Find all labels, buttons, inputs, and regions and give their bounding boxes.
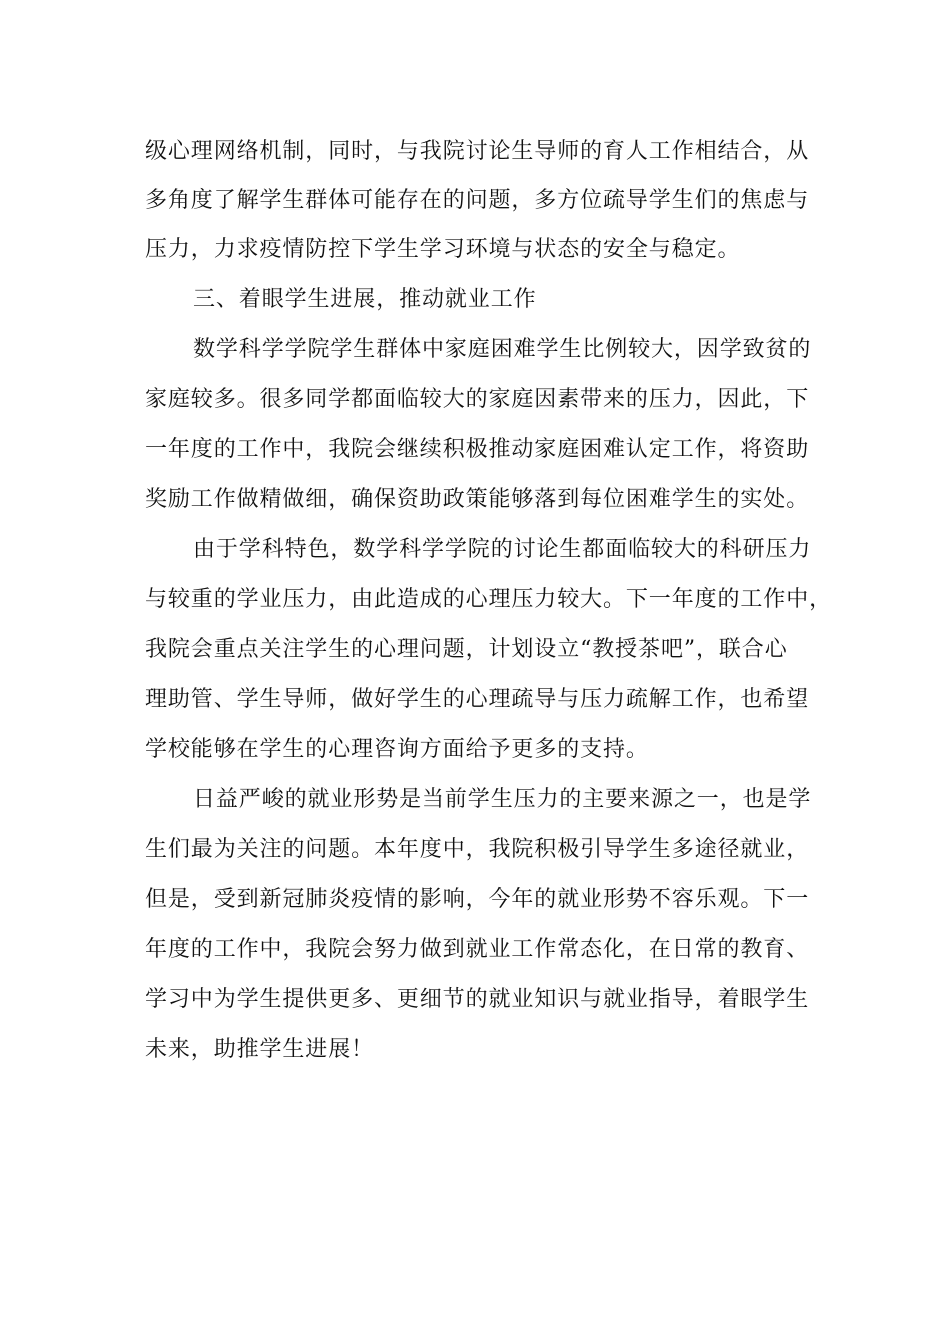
text-line: 与较重的学业压力，由此造成的心理压力较大。下一年度的工作中，: [145, 587, 833, 612]
text-line: 级心理网络机制，同时，与我院讨论生导师的育人工作相结合，从: [145, 139, 810, 164]
text-line: 日益严峻的就业形势是当前学生压力的主要来源之一，也是学: [193, 787, 812, 812]
text-line: 我院会重点关注学生的心理问题，计划设立“教授茶吧”，联合心: [145, 637, 788, 662]
text-line: 由于学科特色，数学科学学院的讨论生都面临较大的科研压力: [193, 537, 812, 562]
section-heading: 三、着眼学生进展，推动就业工作: [193, 287, 537, 312]
text-line: 数学科学学院学生群体中家庭困难学生比例较大，因学致贫的: [193, 337, 812, 362]
text-line: 但是，受到新冠肺炎疫情的影响，今年的就业形势不容乐观。下一: [145, 887, 810, 912]
text-line: 家庭较多。很多同学都面临较大的家庭因素带来的压力，因此，下: [145, 387, 810, 412]
text-line: 生们最为关注的问题。本年度中，我院积极引导学生多途径就业，: [145, 837, 810, 862]
text-line: 学习中为学生提供更多、更细节的就业知识与就业指导，着眼学生: [145, 987, 810, 1012]
text-line: 学校能够在学生的心理咨询方面给予更多的支持。: [145, 737, 649, 762]
text-line: 理助管、学生导师，做好学生的心理疏导与压力疏解工作，也希望: [145, 687, 810, 712]
text-line: 奖励工作做精做细，确保资助政策能够落到每位困难学生的实处。: [145, 487, 810, 512]
text-line: 未来，助推学生进展！: [145, 1037, 375, 1062]
text-line: 压力，力求疫情防控下学生学习环境与状态的安全与稳定。: [145, 237, 741, 262]
text-line: 一年度的工作中，我院会继续积极推动家庭困难认定工作，将资助: [145, 437, 810, 462]
text-line: 年度的工作中，我院会努力做到就业工作常态化，在日常的教育、: [145, 937, 810, 962]
text-line: 多角度了解学生群体可能存在的问题，多方位疏导学生们的焦虑与: [145, 188, 810, 213]
